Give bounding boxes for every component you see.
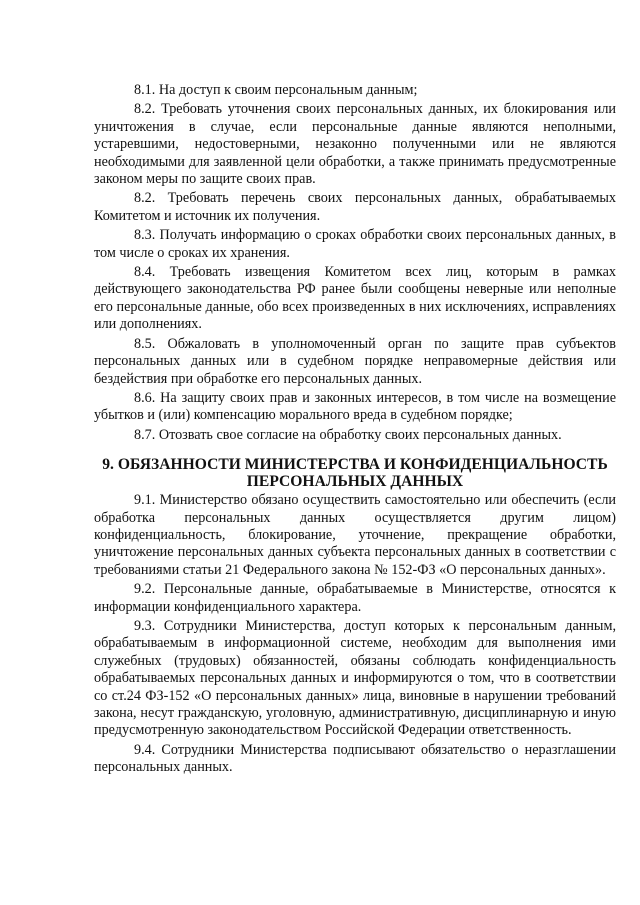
section-9-heading [94,456,616,490]
paragraph-8-1: 8.1. На доступ к своим персональным данным; [134,82,418,98]
paragraph-8-3: 8.3. Получать информацию о сроках обработки своих персональных данных, в том числе о сроках их хранения. [94,227,616,261]
paragraph-9-3: 9.3. Сотрудники Министерства, доступ которых к персональным данным, обрабатываемым в информационной системе, необходим для выполнения ими служебных (трудовых) обязанностей, обязаны соблюдать конфиденциальность обрабатываемых персональных данных и информируются о том, что в соответствии со ст.24 ФЗ-152 «О персональных данных» лица, виновные в нарушении требований закона, несут гражданскую, уголовную, административную, дисциплинарную и иную предусмотренную законодательством Российской Федерации ответственность. [94,617,616,739]
section-9-heading-line-1: 9. ОБЯЗАННОСТИ МИНИСТЕРСТВА И КОНФИДЕНЦИАЛЬНОСТЬ [102,456,608,474]
paragraph-8-5: 8.5. Обжаловать в уполномоченный орган по защите прав субъектов персональных данных или в судебном порядке неправомерные действия или бездействия при обработке его персональных данных. [94,335,616,387]
section-9-heading-line-2: ПЕРСОНАЛЬНЫХ ДАННЫХ [246,473,464,491]
paragraph-8-6: 8.6. На защиту своих прав и законных интересов, в том числе на возмещение убытков и (или) компенсацию морального вреда в судебном порядке; [94,389,616,424]
paragraph-9-4: 9.4. Сотрудники Министерства подписывают обязательство о неразглашении персональных данных. [94,741,616,776]
paragraph-9-2: 9.2. Персональные данные, обрабатываемые в Министерстве, относятся к информации конфиденциального характера. [94,581,616,615]
paragraph-8-2: 8.2. Требовать уточнения своих персональных данных, их блокирования или уничтожения в случае, если персональные данные являются неполными, устаревшими, недостоверными, незаконно полученными или не являются необходимыми для заявленной цели обработки, а также принимать предусмотренные законом меры по защите своих прав. [94,101,616,188]
paragraph-9-1: 9.1. Министерство обязано осуществить самостоятельно или обеспечить (если обработка персональных данных осуществляется другим лицом) конфиденциальность, блокирование, уточнение, прекращение обработки, уничтожение персональных данных субъекта персональных данных в соответствии с требованиями статьи 21 Федерального закона № 152-ФЗ «О персональных данных». [94,492,616,578]
paragraph-8-2-b: 8.2. Требовать перечень своих персональных данных, обрабатываемых Комитетом и источник их получения. [94,190,616,224]
paragraph-8-4: 8.4. Требовать извещения Комитетом всех лиц, которым в рамках действующего законодательства РФ ранее были сообщены неверные или неполные его персональные данные, обо всех произведенных в них исключениях, исправлениях или дополнениях. [94,264,616,333]
document-body [94,82,616,779]
paragraph-8-7: 8.7. Отозвать свое согласие на обработку своих персональных данных. [134,426,562,443]
